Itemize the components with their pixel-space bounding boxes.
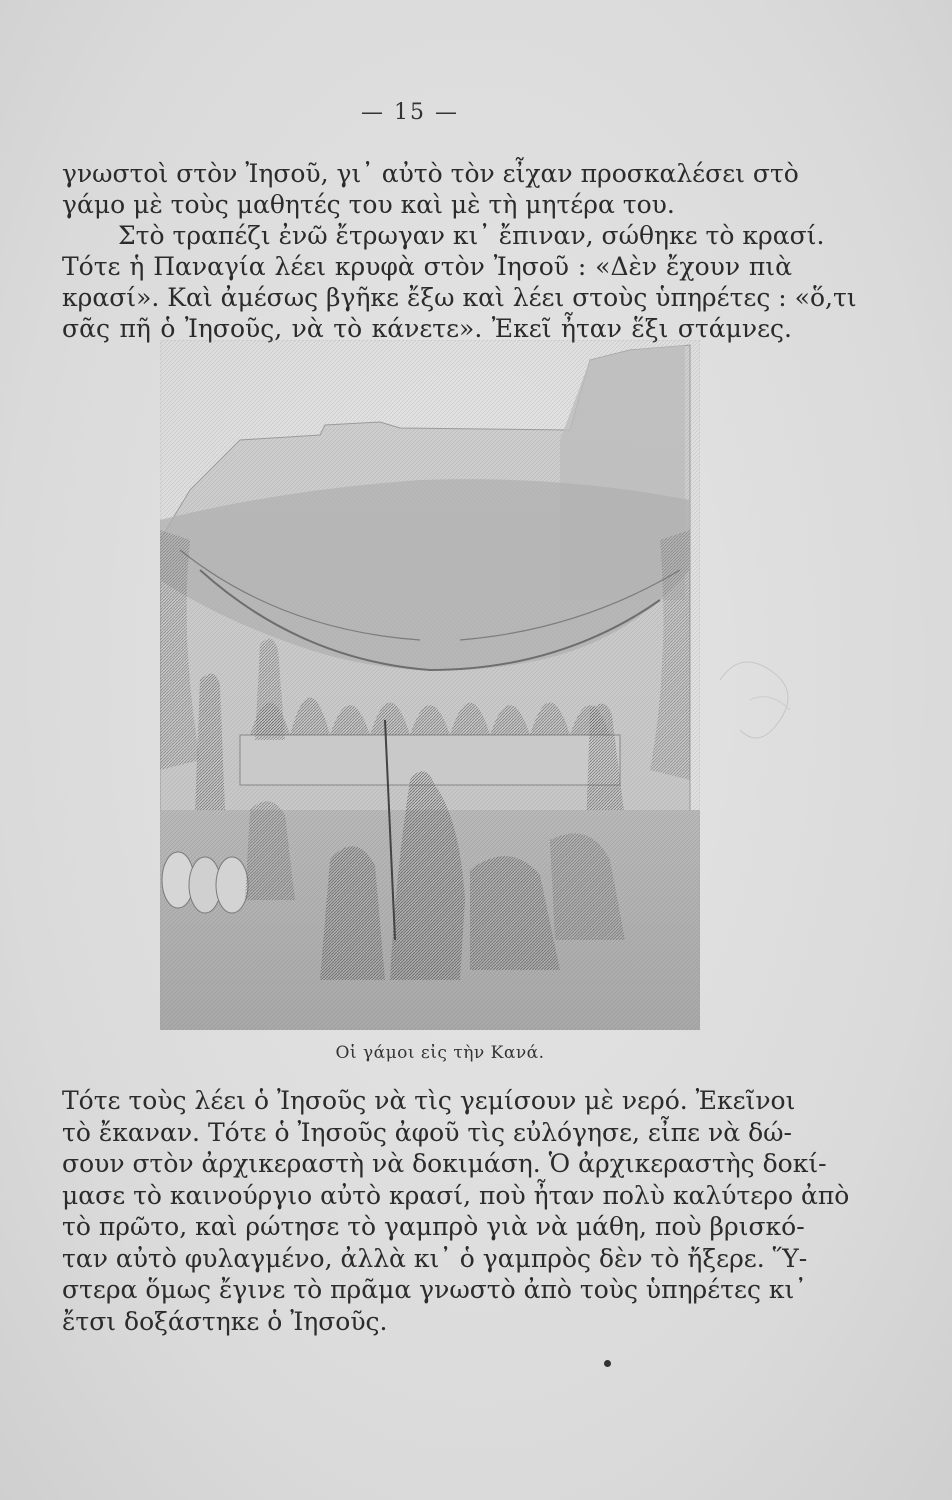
text-line: Τότε ἡ Παναγία λέει κρυφὰ στὸν Ἰησοῦ : «Δὲν ἔχουν πιὰ [62,252,792,281]
illustration-caption: Οἱ γάμοι εἰς τὴν Κανά. [335,1043,545,1063]
text-line: Στὸ τραπέζι ἐνῶ ἔτρωγαν κι᾽ ἔπιναν, σώθηκε τὸ κρασί. [118,221,825,250]
ink-speck [604,1360,611,1367]
text-line: κρασί». Καὶ ἀμέσως βγῆκε ἔξω καὶ λέει στοὺς ὑπηρέτες : «ὅ,τι [62,283,857,312]
text-line: ταν αὐτὸ φυλαγμένο, ἀλλὰ κι᾽ ὁ γαμπρὸς δὲν τὸ ἤξερε. Ὕ- [62,1243,808,1273]
text-line: Τότε τοὺς λέει ὁ Ἰησοῦς νὰ τὶς γεμίσουν μὲ νερό. Ἐκεῖνοι [62,1086,796,1115]
text-line: στερα ὅμως ἔγινε τὸ πρᾶμα γνωστὸ ἀπὸ τοὺς ὑπηρέτες κι᾽ [62,1275,807,1304]
text-line: τὸ ἔκαναν. Τότε ὁ Ἰησοῦς ἀφοῦ τὶς εὐλόγησε, εἶπε νὰ δώ- [62,1117,792,1147]
text-line: σουν στὸν ἀρχικεραστὴ νὰ δοκιμάση. Ὁ ἀρχικεραστὴς δοκί- [62,1149,827,1178]
text-line: γάμο μὲ τοὺς μαθητές του καὶ μὲ τὴ μητέρα του. [62,190,675,219]
bottom-paragraph [62,1085,850,1337]
page-number: — 15 — [361,100,459,125]
bleed-through-sketch [700,640,820,770]
text-line: μασε τὸ καινούργιο αὐτὸ κρασί, ποὺ ἦταν πολὺ καλύτερο ἀπὸ [62,1180,850,1210]
text-line: ἔτσι δοξάστηκε ὁ Ἰησοῦς. [62,1306,388,1336]
text-line: σᾶς πῆ ὁ Ἰησοῦς, νὰ τὸ κάνετε». Ἐκεῖ ἦταν ἕξι στάμνες. [62,314,792,343]
top-paragraph [62,158,857,344]
engraving-wedding-at-cana [160,340,700,1030]
text-line: γνωστοὶ στὸν Ἰησοῦ, γι᾽ αὐτὸ τὸν εἶχαν προσκαλέσει στὸ [62,159,799,188]
text-line: τὸ πρῶτο, καὶ ρώτησε τὸ γαμπρὸ γιὰ νὰ μάθη, ποὺ βρισκό- [62,1212,805,1241]
water-jars [162,852,248,913]
